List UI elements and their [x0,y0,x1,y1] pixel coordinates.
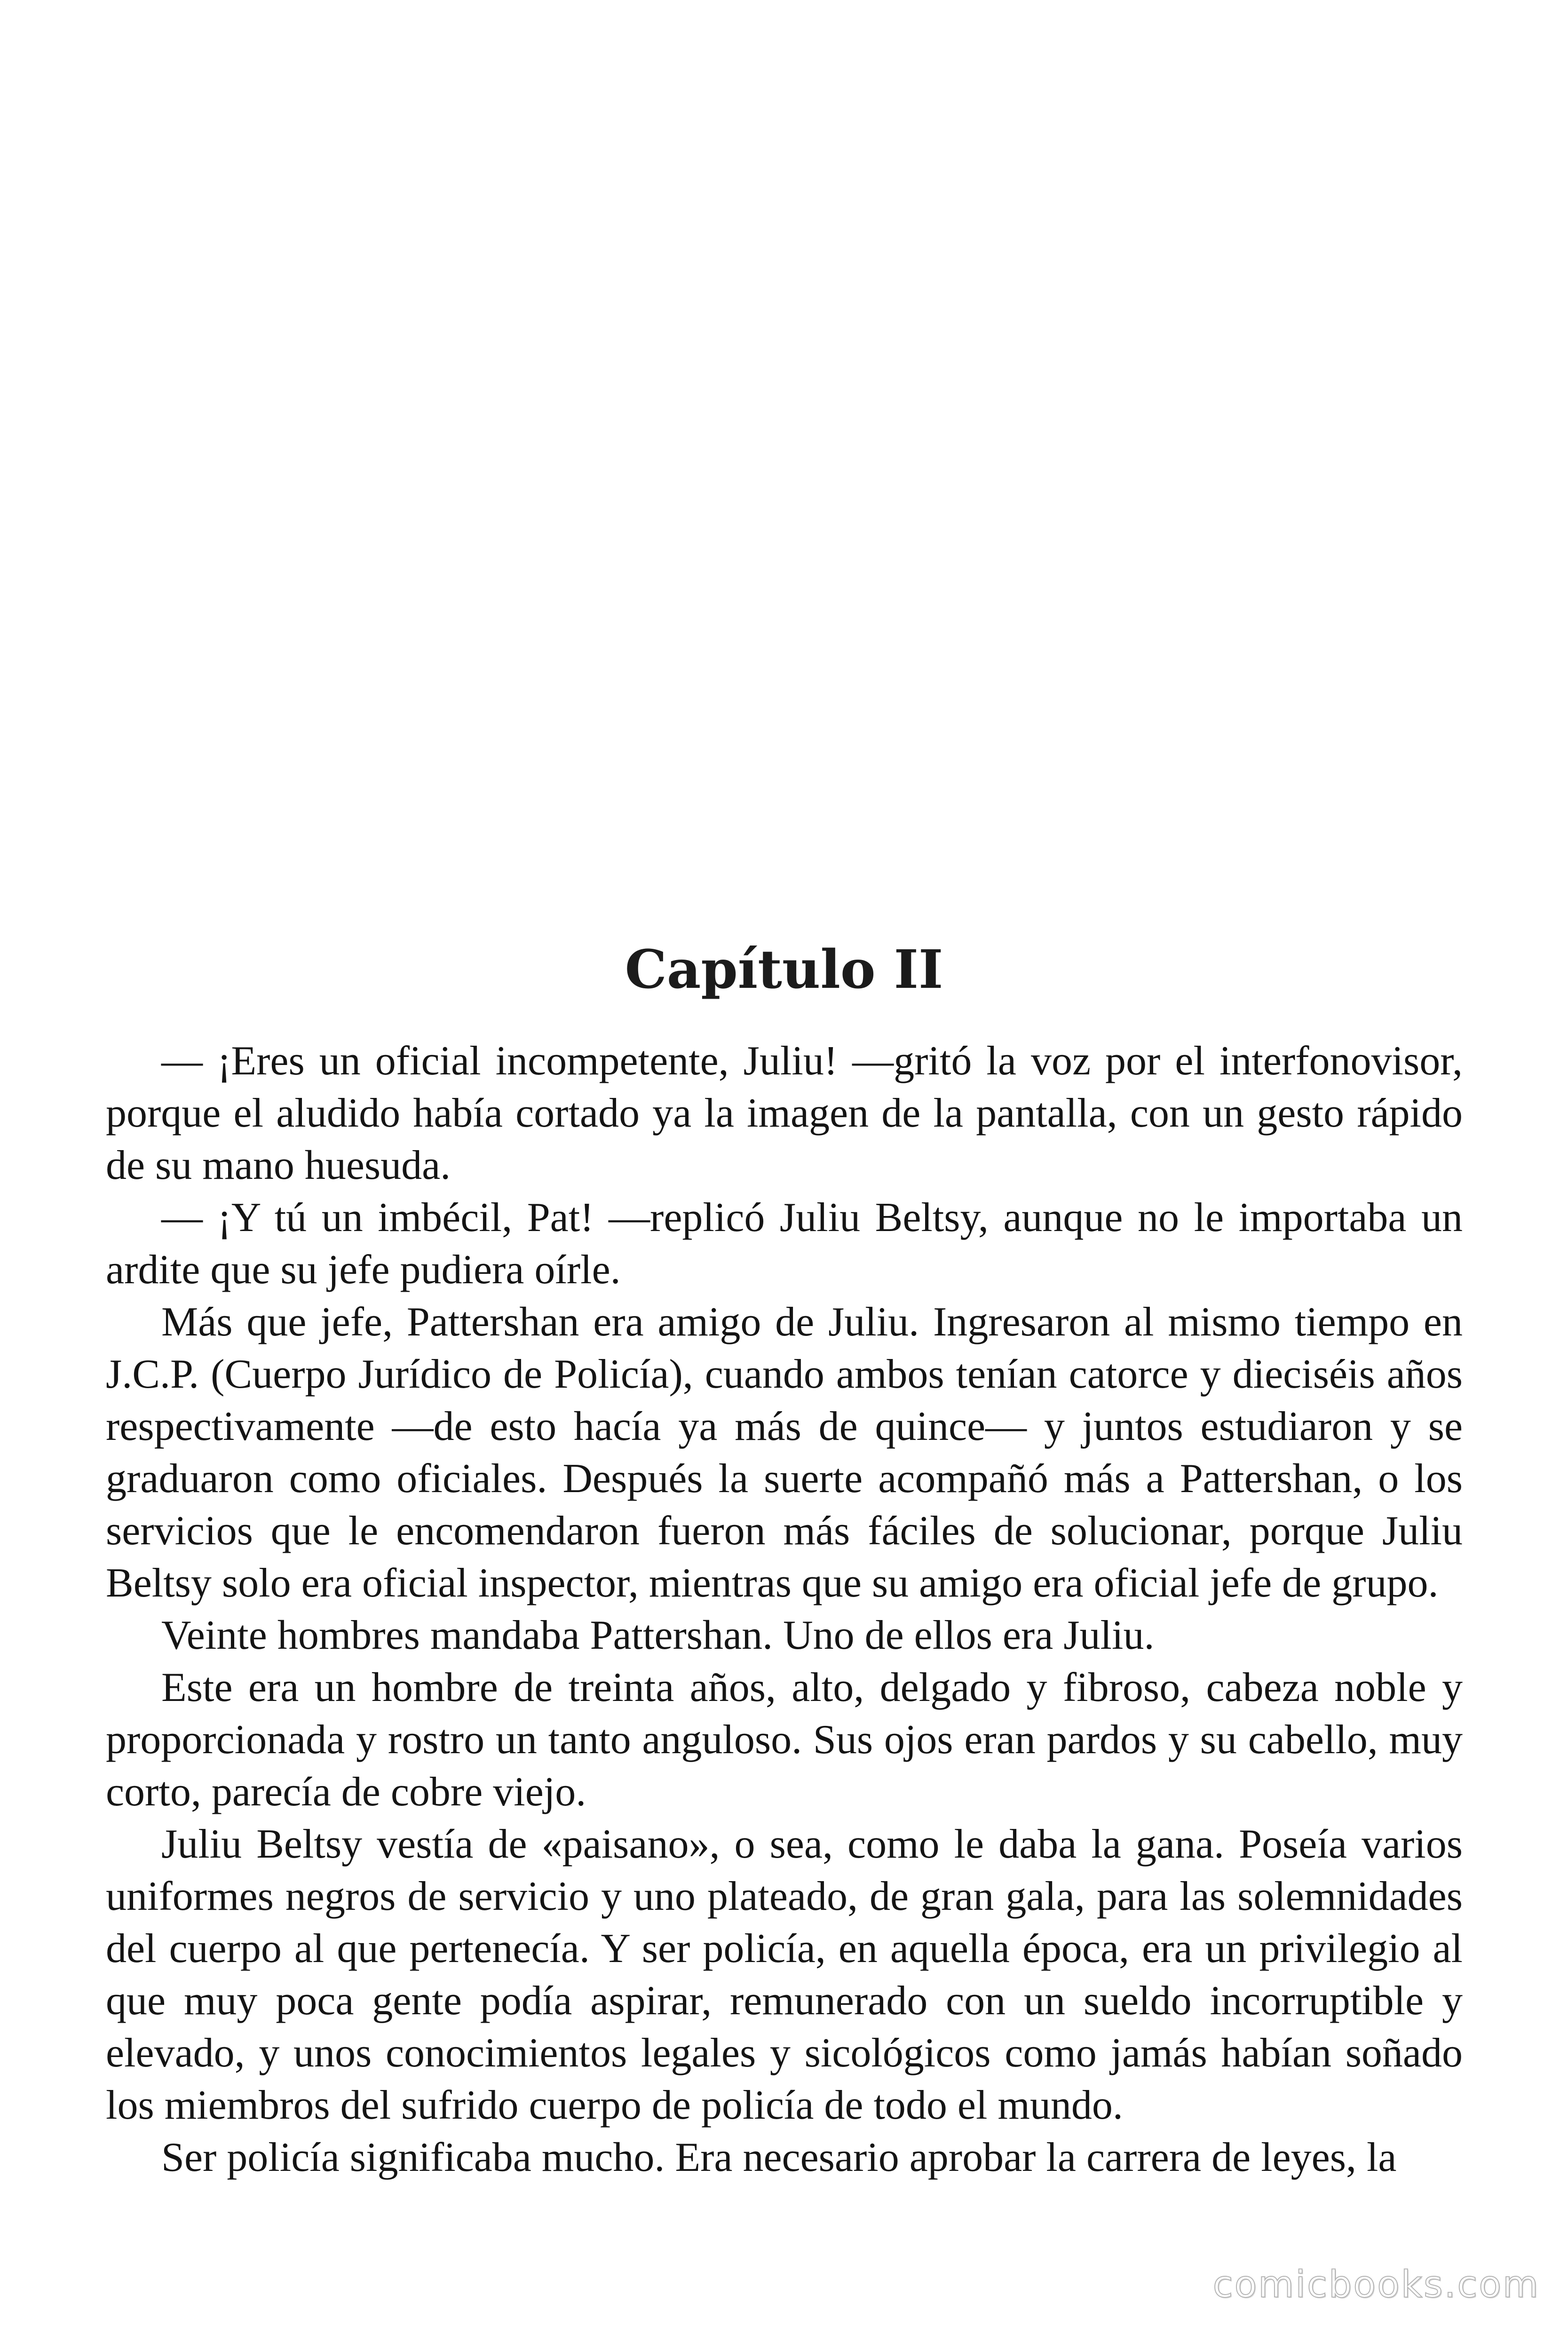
paragraph: — ¡Eres un oficial incompetente, Juliu! —gritó la voz por el interfonovisor, porque el aludido había cortado ya la imagen de la pantalla, con un gesto rápido de su mano huesuda. [106,1038,1463,1188]
paragraph: Este era un hombre de treinta años, alto, delgado y fibroso, cabeza noble y proporcionada y rostro un tanto anguloso. Sus ojos eran pardos y su cabello, muy corto, parecía de cobre viejo. [106,1665,1463,1815]
paragraph: Ser policía significaba mucho. Era necesario aprobar la carrera de leyes, la [161,2135,1397,2180]
paragraph: — ¡Y tú un imbécil, Pat! —replicó Juliu Beltsy, aunque no le importaba un ardite que su jefe pudiera oírle. [106,1195,1463,1293]
paragraph: Veinte hombres mandaba Pattershan. Uno de ellos era Juliu. [161,1613,1155,1658]
paragraph: Juliu Beltsy vestía de «paisano», o sea, como le daba la gana. Poseía varios uniformes negros de servicio y uno plateado, de gran gala, para las solemnidades del cuerpo al que pertenecía. Y ser policía, en aquella época, era un privilegio al que muy poca gente podía aspirar, remunerado con un sueldo incorruptible y elevado, y unos conocimientos legales y sicológicos como jamás habían soñado los miembros del sufrido cuerpo de policía de todo el mundo. [106,1821,1463,2128]
paragraph: Más que jefe, Pattershan era amigo de Juliu. Ingresaron al mismo tiempo en J.C.P. (Cuerpo Jurídico de Policía), cuando ambos tenían catorce y dieciséis años respectivamente —de esto hacía ya más de quince— y juntos estudiaron y se graduaron como oficiales. Después la suerte acompañó más a Pattershan, o los servicios que le encomendaron fueron más fáciles de solucionar, porque Juliu Beltsy solo era oficial inspector, mientras que su amigo era oficial jefe de grupo. [106,1299,1463,1606]
chapter-body [106,1035,1463,2184]
chapter-title: Capítulo II [625,939,943,1001]
watermark-logo: comicbooks.com [1212,2264,1540,2306]
